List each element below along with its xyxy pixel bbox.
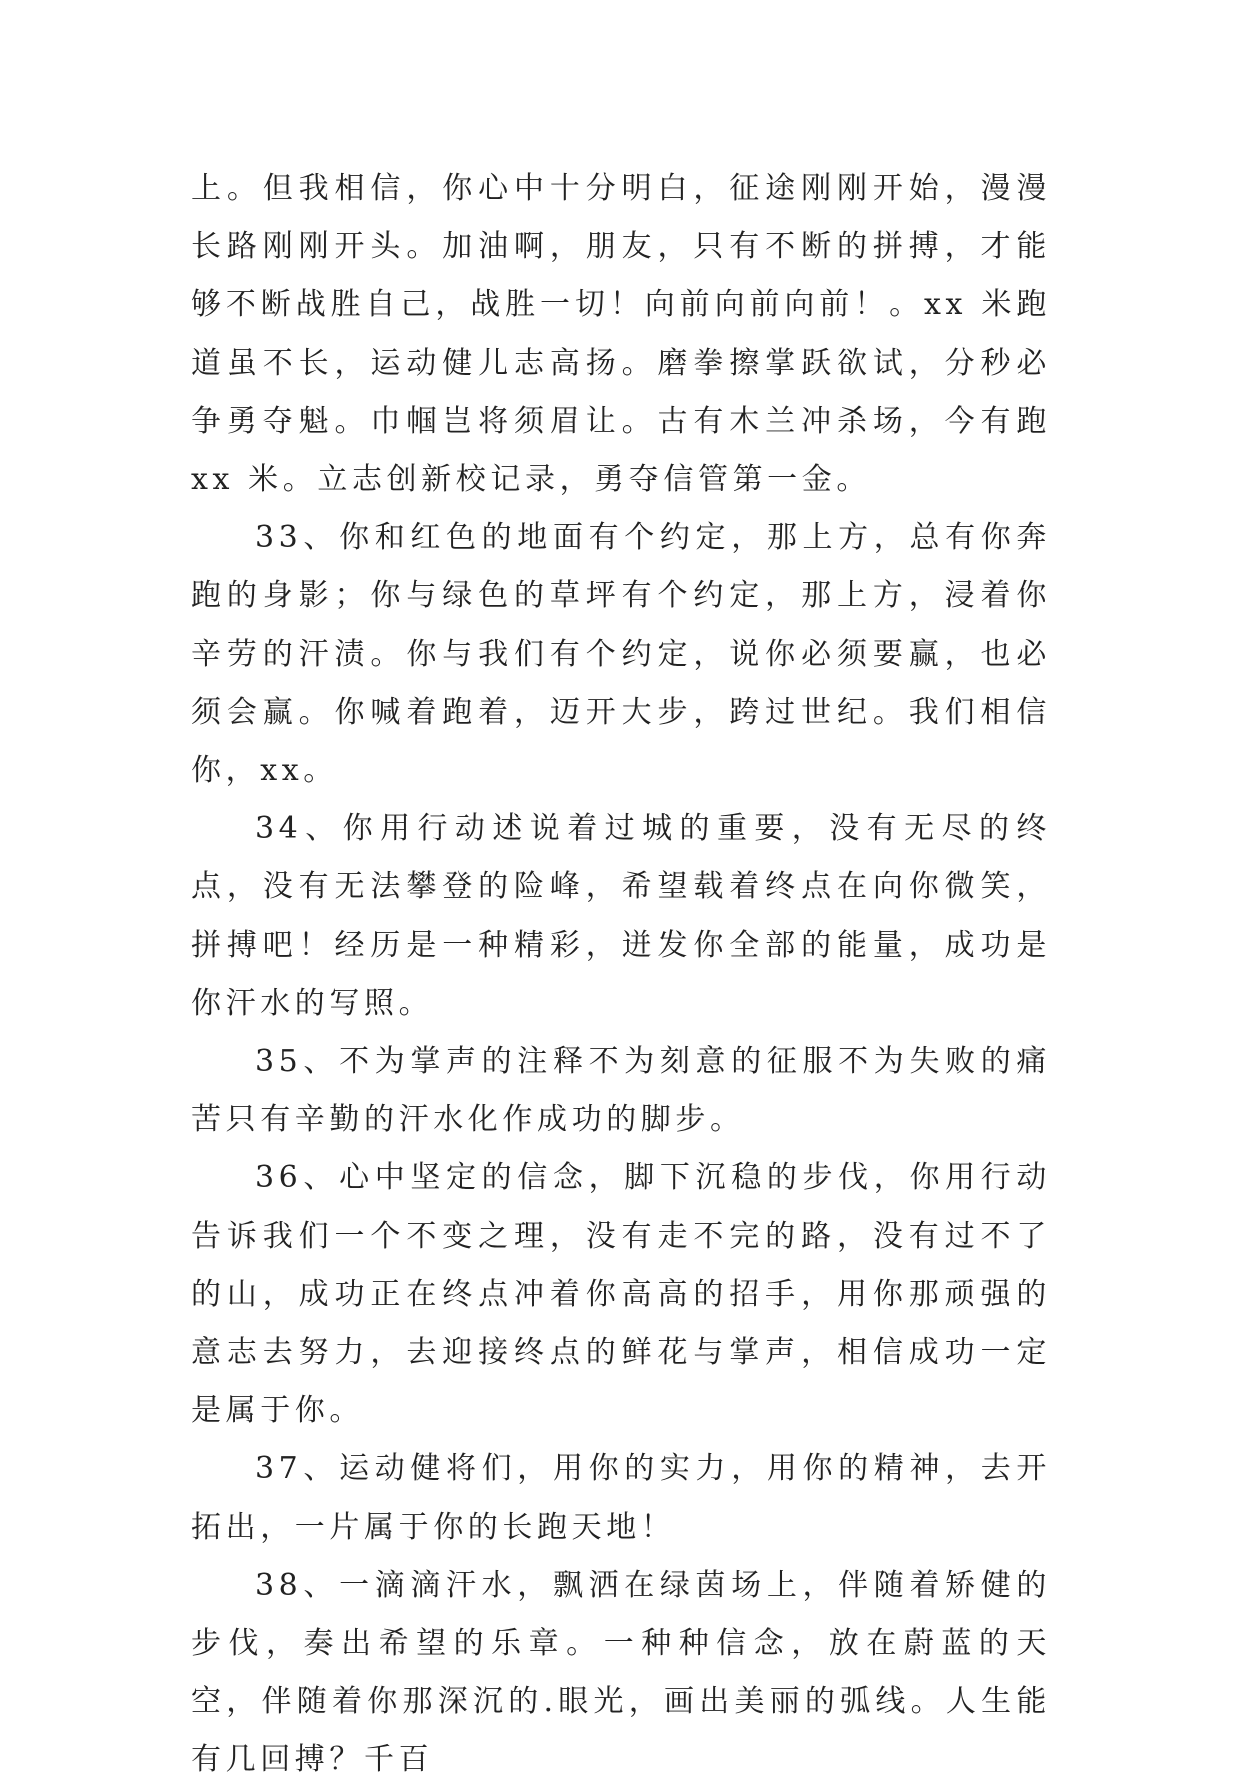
paragraph-item-36: 36、心中坚定的信念，脚下沉稳的步伐，你用行动告诉我们一个不变之理，没有走不完的路，没有过不了的山，成功正在终点冲着你高高的招手，用你那顽强的意志去努力，去迎接终点的鲜花与掌声，相信成功一定是属于你。 — [191, 1160, 1051, 1429]
body-text — [191, 160, 1051, 1790]
paragraph-item-38: 38、一滴滴汗水，飘洒在绿茵场上，伴随着矫健的步伐，奏出希望的乐章。一种种信念，放在蔚蓝的天空，伴随着你那深沉的.眼光，画出美丽的弧线。人生能有几回搏？千百 — [191, 1567, 1051, 1778]
paragraph-continuation: 上。但我相信，你心中十分明白，征途刚刚开始，漫漫长路刚刚开头。加油啊，朋友，只有不断的拼搏，才能够不断战胜自己，战胜一切！向前向前向前！。xx 米跑道虽不长，运动健儿志高扬。磨拳擦掌跃欲试，分秒必争勇夺魁。巾帼岂将须眉让。古有木兰冲杀场，今有跑 xx 米。立志创新校记录，勇夺信管第一金。 — [191, 171, 1051, 498]
paragraph-item-37: 37、运动健将们，用你的实力，用你的精神，去开拓出，一片属于你的长跑天地！ — [191, 1451, 1051, 1545]
paragraph-item-34: 34、你用行动述说着过城的重要，没有无尽的终点，没有无法攀登的险峰，希望载着终点在向你微笑，拼搏吧！经历是一种精彩，迸发你全部的能量，成功是你汗水的写照。 — [191, 811, 1051, 1021]
paragraph-item-35: 35、不为掌声的注释不为刻意的征服不为失败的痛苦只有辛勤的汗水化作成功的脚步。 — [191, 1044, 1051, 1138]
paragraph-item-33: 33、你和红色的地面有个约定，那上方，总有你奔跑的身影；你与绿色的草坪有个约定，那上方，浸着你辛劳的汗渍。你与我们有个约定，说你必须要赢，也必须会赢。你喊着跑着，迈开大步，跨过世纪。我们相信你，xx。 — [191, 520, 1051, 789]
